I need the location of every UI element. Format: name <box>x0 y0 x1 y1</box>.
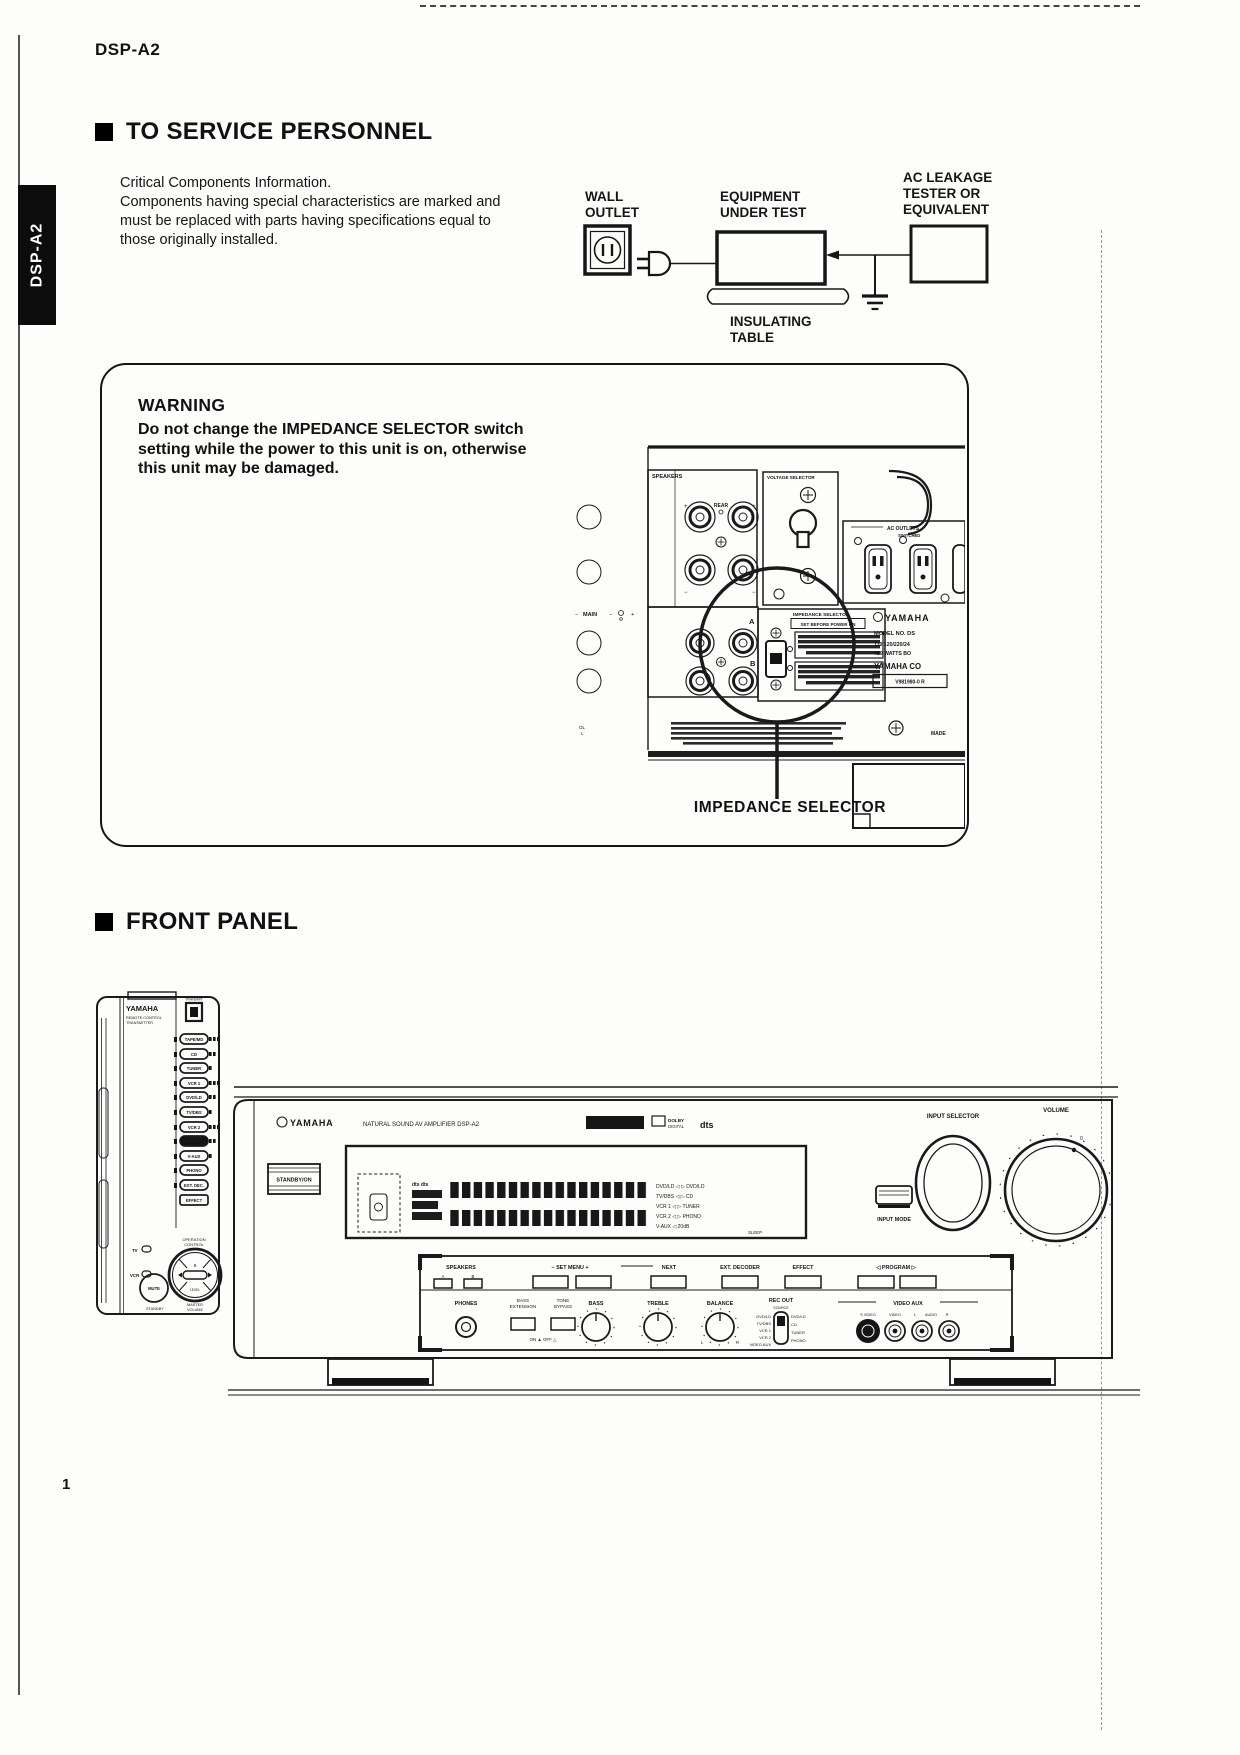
svg-text:A: A <box>441 1274 445 1279</box>
side-tab-label: DSP-A2 <box>28 222 45 288</box>
scan-right-dash <box>1101 230 1102 1730</box>
svg-text:OPERATION: OPERATION <box>182 1237 206 1242</box>
service-line: those originally installed. <box>120 232 278 248</box>
svg-text:UNDER TEST: UNDER TEST <box>720 205 807 220</box>
wall-outlet-icon <box>585 226 630 274</box>
svg-text:VCR: VCR <box>130 1273 140 1278</box>
service-line: Components having special characteristics are marked and <box>120 194 501 210</box>
svg-text:VIDEO: VIDEO <box>889 1313 901 1317</box>
bass-knob <box>578 1301 614 1345</box>
lower-control-panel <box>420 1256 1012 1350</box>
effect-button <box>785 1276 821 1288</box>
svg-text:TABLE: TABLE <box>730 330 774 345</box>
svg-text:V-AUX ◁ 20dB: V-AUX ◁ 20dB <box>656 1224 690 1230</box>
svg-text:REC OUT: REC OUT <box>768 1298 794 1304</box>
svg-text:AC OUTLETS: AC OUTLETS <box>887 526 919 532</box>
balance-knob <box>701 1301 739 1345</box>
svg-text:VCR 1: VCR 1 <box>759 1328 771 1333</box>
program-right-button <box>900 1276 936 1288</box>
svg-text:MUTE: MUTE <box>148 1286 160 1291</box>
svg-text:+: + <box>631 612 635 618</box>
svg-text:VIDEO AUX: VIDEO AUX <box>893 1301 923 1307</box>
s-video-jack <box>856 1319 880 1343</box>
svg-text:LEVEL: LEVEL <box>190 1288 200 1292</box>
equipment-box <box>717 232 825 284</box>
svg-text:TV/DBS: TV/DBS <box>186 1110 202 1115</box>
tester-label: AC LEAKAGE <box>903 170 993 185</box>
svg-text:TESTER OR: TESTER OR <box>903 186 981 201</box>
svg-text:REAR: REAR <box>713 503 729 509</box>
test-setup-diagram <box>560 168 1040 378</box>
svg-text:−: − <box>609 612 613 618</box>
scan-top-dash <box>420 5 1140 7</box>
svg-text:DVD/LD ◁ ▷ DVD/LD: DVD/LD ◁ ▷ DVD/LD <box>656 1184 705 1190</box>
square-bullet-icon <box>95 913 113 931</box>
square-bullet-icon <box>95 123 113 141</box>
input-mode-button <box>876 1186 912 1223</box>
rec-out-selector <box>749 1298 805 1347</box>
svg-text:DOLBY: DOLBY <box>668 1118 685 1123</box>
svg-text:MASTER: MASTER <box>187 1303 203 1307</box>
svg-text:L: L <box>581 731 584 736</box>
display-input-rows <box>656 1184 705 1230</box>
display-window <box>346 1146 806 1238</box>
svg-text:−: − <box>684 590 688 596</box>
svg-text:EXT. DEC.: EXT. DEC. <box>183 1183 205 1188</box>
svg-text:BASS: BASS <box>588 1301 604 1307</box>
svg-text:CBL: CBL <box>189 1139 199 1144</box>
ext-decoder-label: EXT. DECODER <box>720 1265 760 1271</box>
speaker-terminals-main <box>575 607 758 697</box>
svg-text:TUNER: TUNER <box>791 1330 805 1335</box>
svg-text:+: + <box>684 504 688 510</box>
svg-text:−: − <box>752 590 756 596</box>
svg-text:VCR 1 ◁ ▷ TUNER: VCR 1 ◁ ▷ TUNER <box>656 1204 700 1210</box>
svg-text:MODEL NO. DS: MODEL NO. DS <box>874 631 915 637</box>
svg-text:INPUT MODE: INPUT MODE <box>877 1217 911 1223</box>
tone-bypass-button <box>551 1318 575 1330</box>
unit-foot <box>950 1359 1055 1385</box>
svg-text:STANDBY: STANDBY <box>146 1307 164 1311</box>
svg-text:110/120/220/24: 110/120/220/24 <box>874 642 910 648</box>
svg-text:V981980-0 R: V981980-0 R <box>895 679 925 686</box>
svg-text:TRANSMITTER: TRANSMITTER <box>126 1021 153 1025</box>
svg-text:R: R <box>945 1313 949 1317</box>
svg-text:0: 0 <box>1080 1136 1083 1142</box>
yamaha-logo: YAMAHA <box>290 1118 334 1128</box>
svg-text:DVD/LD: DVD/LD <box>756 1314 771 1319</box>
svg-text:S VIDEO: S VIDEO <box>860 1313 876 1317</box>
program-label: ◁ PROGRAM ▷ <box>876 1265 916 1271</box>
svg-text:A: A <box>749 617 755 626</box>
next-label: NEXT <box>661 1265 677 1271</box>
svg-text:CINEMA DSP ™: CINEMA DSP ™ <box>594 1121 636 1128</box>
phones-label: PHONES <box>454 1301 478 1307</box>
svg-text:BASS: BASS <box>516 1298 530 1303</box>
ac-outlets <box>843 521 965 603</box>
speakers-a-button <box>434 1279 452 1288</box>
unit-foot <box>328 1359 433 1385</box>
section-service-heading <box>95 118 433 146</box>
fine-print-block <box>579 722 846 745</box>
standby-on-button <box>268 1164 320 1194</box>
svg-text:+: + <box>752 504 756 510</box>
ground-symbol-icon <box>862 255 888 309</box>
svg-text:VCR 2: VCR 2 <box>759 1335 771 1340</box>
svg-text:∧: ∧ <box>192 1263 198 1269</box>
svg-text:TV/DBS: TV/DBS <box>756 1321 771 1326</box>
svg-text:VOLUME: VOLUME <box>186 1308 204 1312</box>
dolby-digital-logo <box>652 1116 685 1129</box>
svg-text:VCR 2 ◁ ▷ PHONO: VCR 2 ◁ ▷ PHONO <box>656 1214 701 1220</box>
svg-text:YAMAHA CO: YAMAHA CO <box>874 662 922 671</box>
svg-text:EQUIVALENT: EQUIVALENT <box>903 202 990 217</box>
svg-text:VCR 1: VCR 1 <box>187 1081 201 1086</box>
svg-text:B: B <box>471 1274 475 1279</box>
tester-box <box>911 226 987 282</box>
equipment-label: EQUIPMENT <box>720 189 801 204</box>
section-front-panel-heading <box>95 908 298 936</box>
svg-text:DVD/LD: DVD/LD <box>791 1314 806 1319</box>
svg-text:OL: OL <box>579 725 586 730</box>
svg-text:DVD/LD: DVD/LD <box>186 1095 202 1100</box>
section-service-title: TO SERVICE PERSONNEL <box>126 118 433 145</box>
warning-title: WARNING <box>138 395 226 415</box>
power-cord-icon <box>889 471 931 534</box>
display-dts-indicators: dts dts <box>412 1182 429 1188</box>
svg-text:SPEAKERS: SPEAKERS <box>652 474 683 480</box>
amplifier-front-panel-illustration <box>228 1078 1140 1398</box>
svg-text:TV/DBS ◁ ▷ CD: TV/DBS ◁ ▷ CD <box>656 1194 694 1200</box>
svg-text:VOLUME: VOLUME <box>1043 1108 1069 1114</box>
svg-text:VCR 2: VCR 2 <box>187 1125 201 1130</box>
svg-text:SOURCE: SOURCE <box>773 1306 789 1310</box>
svg-text:PHONO: PHONO <box>186 1168 202 1173</box>
set-menu-minus-button <box>533 1276 568 1288</box>
service-line: must be replaced with parts having specifications equal to <box>120 213 491 229</box>
svg-text:TREBLE: TREBLE <box>647 1301 669 1307</box>
svg-text:IMPEDANCE SELECTOR: IMPEDANCE SELECTOR <box>793 613 850 618</box>
unit-tagline: NATURAL SOUND AV AMPLIFIER DSP-A2 <box>363 1122 479 1128</box>
section-front-panel-title: FRONT PANEL <box>126 908 299 935</box>
svg-text:CD: CD <box>190 1052 198 1057</box>
svg-text:REMOTE CONTROL: REMOTE CONTROL <box>126 1016 162 1020</box>
svg-text:L: L <box>701 1340 704 1345</box>
speakers-label: SPEAKERS <box>446 1265 476 1271</box>
program-left-button <box>858 1276 894 1288</box>
insulating-label: INSULATING <box>730 314 812 329</box>
svg-text:CD: CD <box>791 1322 797 1327</box>
yamaha-logo: YAMAHA <box>885 613 930 623</box>
svg-text:DIGITAL: DIGITAL <box>668 1124 684 1129</box>
remote-control-illustration <box>88 988 240 1324</box>
ext-decoder-button <box>722 1276 758 1288</box>
service-paragraph <box>120 174 550 250</box>
rear-panel-illustration <box>553 413 965 841</box>
yamaha-logo: YAMAHA <box>126 1004 159 1013</box>
doc-model-title: DSP-A2 <box>95 40 161 59</box>
svg-text:TRANSMIT: TRANSMIT <box>185 997 203 1002</box>
svg-text:STANDBY/ON: STANDBY/ON <box>276 1177 312 1184</box>
svg-text:B: B <box>750 659 756 668</box>
next-button <box>651 1276 686 1288</box>
svg-text:MAIN: MAIN <box>583 612 598 618</box>
warning-text: Do not change the IMPEDANCE SELECTOR switch setting while the power to this unit is on, otherwise this unit may be damaged. <box>138 421 527 477</box>
remote-source-buttons <box>174 1034 220 1205</box>
ac-outlet-icon <box>865 545 891 593</box>
volume-knob <box>1000 1108 1112 1246</box>
svg-text:INPUT SELECTOR: INPUT SELECTOR <box>926 1114 980 1120</box>
dts-logo: dts <box>700 1120 714 1130</box>
svg-text:OUTLET: OUTLET <box>585 205 639 220</box>
svg-text:PHONO: PHONO <box>791 1338 806 1343</box>
svg-text:R: R <box>736 1340 740 1345</box>
phones-jack <box>456 1317 476 1337</box>
svg-text:EFFECT: EFFECT <box>185 1198 203 1203</box>
display-eq-row <box>450 1210 648 1226</box>
impedance-selector-switch <box>758 609 885 701</box>
svg-text:TAPE/MD: TAPE/MD <box>184 1037 204 1042</box>
svg-text:AUDIO: AUDIO <box>924 1313 938 1317</box>
operation-dpad <box>169 1249 221 1301</box>
svg-text:SET BEFORE POWER ON: SET BEFORE POWER ON <box>800 622 856 627</box>
insulating-table-icon <box>708 289 849 304</box>
svg-text:TUNER: TUNER <box>186 1066 202 1071</box>
ac-outlet-icon <box>910 545 936 593</box>
bass-extension-button <box>511 1318 535 1330</box>
display-eq-row <box>450 1182 648 1198</box>
svg-text:480 WATTS BO: 480 WATTS BO <box>874 651 912 657</box>
page-number: 1 <box>62 1476 71 1493</box>
svg-text:−: − <box>575 612 579 618</box>
svg-text:BYPASS: BYPASS <box>553 1304 573 1309</box>
service-line: Critical Components Information. <box>120 175 332 191</box>
video-aux-jacks <box>838 1301 978 1343</box>
input-selector-knob <box>916 1114 990 1230</box>
svg-text:BALANCE: BALANCE <box>706 1301 734 1307</box>
set-menu-plus-button <box>576 1276 611 1288</box>
svg-text:CONTROL: CONTROL <box>184 1242 204 1247</box>
svg-text:SLEEP: SLEEP <box>748 1230 763 1235</box>
svg-text:MADE: MADE <box>931 731 946 737</box>
svg-text:TV: TV <box>132 1248 138 1253</box>
impedance-selector-caption: IMPEDANCE SELECTOR <box>693 799 887 816</box>
svg-text:VOLTAGE SELECTOR: VOLTAGE SELECTOR <box>767 475 815 480</box>
wall-outlet-label: WALL <box>585 189 624 204</box>
treble-knob <box>640 1301 676 1345</box>
svg-text:SWITCHED: SWITCHED <box>898 533 921 538</box>
speaker-terminals-rear <box>648 470 758 607</box>
svg-text:EXTENSION: EXTENSION <box>509 1304 537 1309</box>
svg-text:VIDEO AUX: VIDEO AUX <box>749 1342 771 1347</box>
speakers-b-button <box>464 1279 482 1288</box>
on-off-label: ON ▲ OFF △ <box>529 1337 557 1342</box>
rear-brand-block <box>873 613 947 688</box>
svg-text:TONE: TONE <box>556 1298 570 1303</box>
effect-label: EFFECT <box>792 1265 814 1271</box>
svg-text:V-AUX: V-AUX <box>187 1154 201 1159</box>
side-tab <box>18 185 56 325</box>
set-menu-label: − SET MENU + <box>551 1265 589 1271</box>
power-plug-icon <box>637 252 717 275</box>
svg-text:L: L <box>913 1313 917 1317</box>
